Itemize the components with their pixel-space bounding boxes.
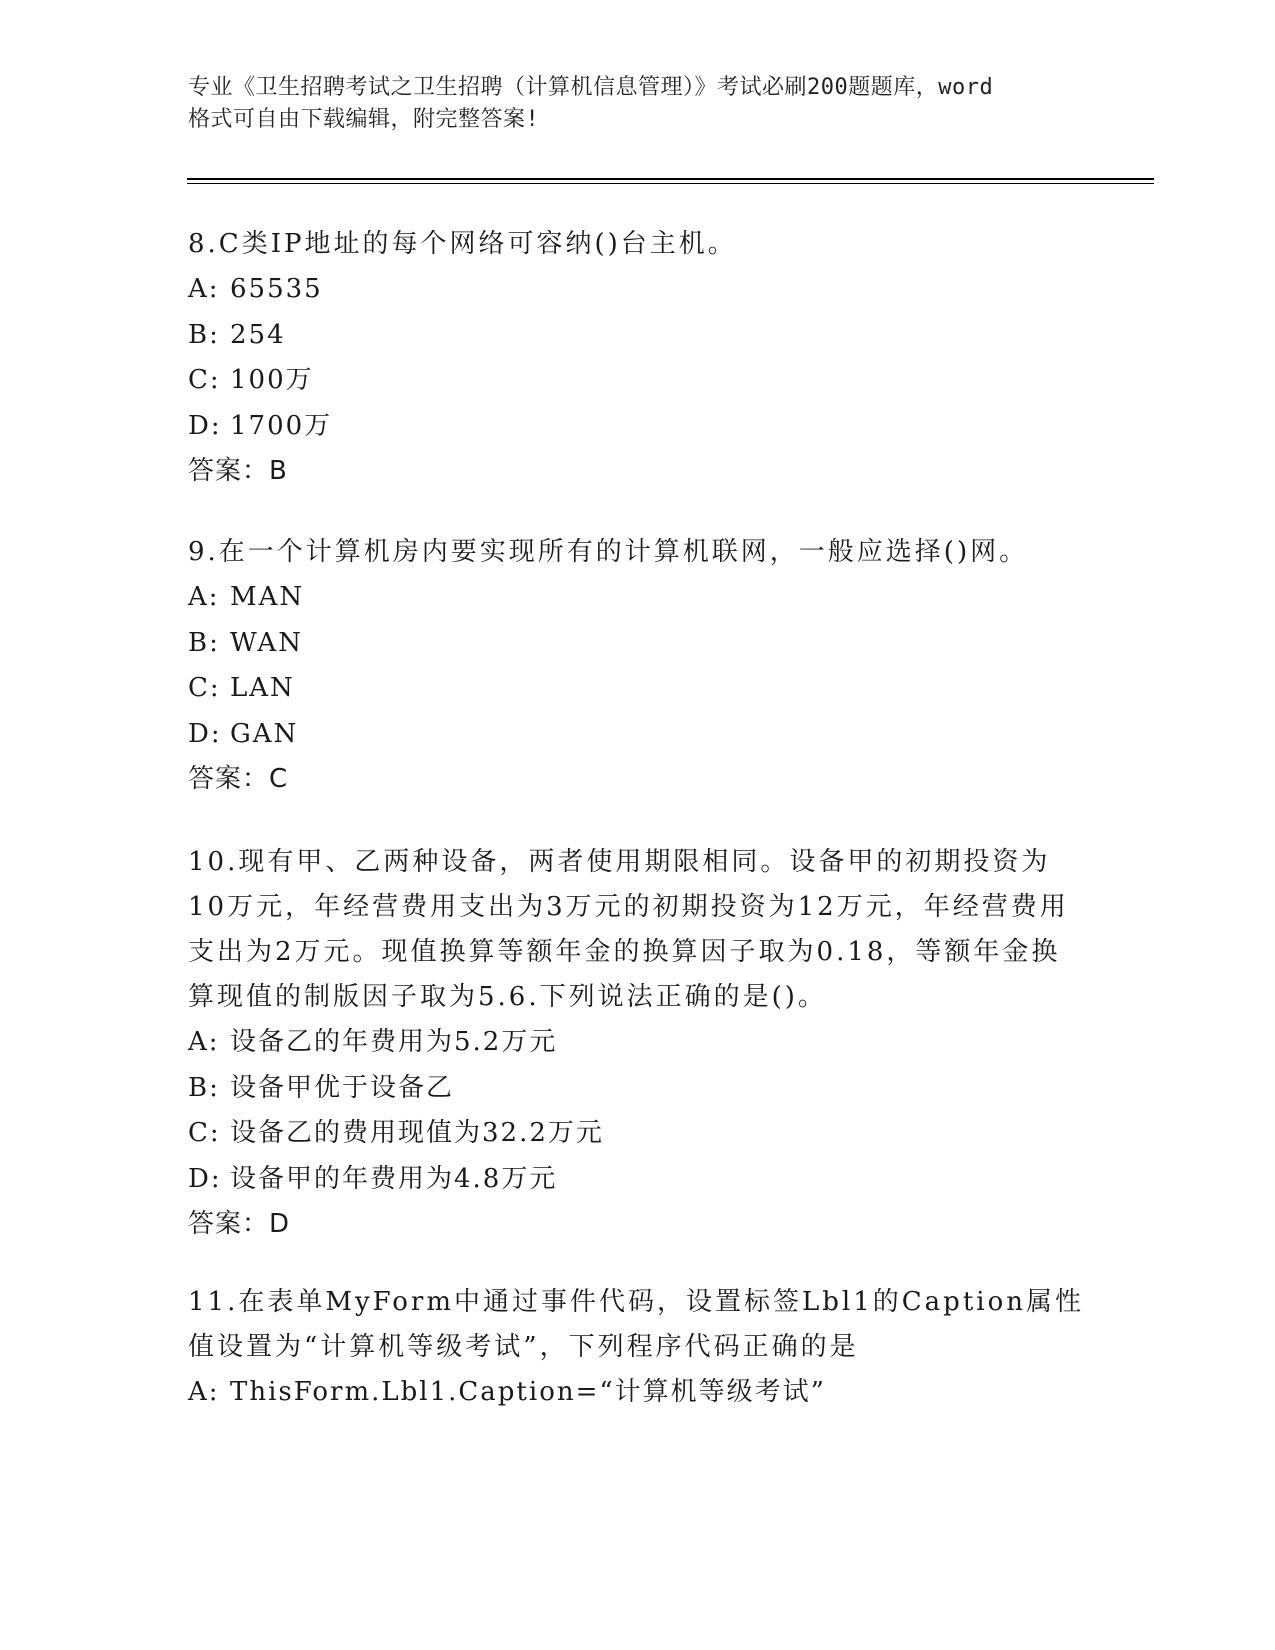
option-letter: C: <box>188 673 221 703</box>
option-letter: A: <box>188 274 220 304</box>
question-stem: 10.现有甲、乙两种设备，两者使用期限相同。设备甲的初期投资为10万元，年经营费用支出为3万元的初期投资为12万元，年经营费用支出为2万元。现值换算等额年金的换算因子取为0.18，等额年金换算现值的制版因子取为5.6.下列说法正确的是()。 <box>188 847 1069 1012</box>
option-a <box>188 1370 1088 1416</box>
option-c <box>188 666 1088 712</box>
option-text: WAN <box>230 627 303 658</box>
option-d <box>188 404 1088 450</box>
option-letter: B: <box>188 319 220 350</box>
option-text: 设备甲优于设备乙 <box>230 1072 455 1103</box>
option-letter: D: <box>188 1163 222 1194</box>
option-text: 设备甲的年费用为4.8万元 <box>230 1163 558 1194</box>
option-b <box>188 1066 1088 1112</box>
question-9 <box>188 530 1088 802</box>
option-c <box>188 1111 1088 1157</box>
header-divider-thick <box>187 178 1154 180</box>
option-letter: D: <box>188 718 222 749</box>
option-b <box>188 313 1088 359</box>
question-10 <box>188 840 1088 1247</box>
option-letter: B: <box>188 627 220 658</box>
question-11 <box>188 1280 1088 1416</box>
option-text: ThisForm.Lbl1.Caption=“计算机等级考试” <box>230 1377 826 1407</box>
option-text: 设备乙的年费用为5.2万元 <box>230 1027 558 1057</box>
option-text: MAN <box>230 582 305 612</box>
option-text: 100万 <box>230 365 314 395</box>
option-c <box>188 358 1088 404</box>
option-d <box>188 712 1088 758</box>
document-header <box>188 72 1088 136</box>
option-text: 254 <box>230 319 286 350</box>
answer-line: 答案：C <box>188 764 289 794</box>
option-letter: A: <box>188 1377 220 1407</box>
option-a <box>188 267 1088 313</box>
question-stem: 8.C类IP地址的每个网络可容纳()台主机。 <box>188 229 737 259</box>
option-b <box>188 621 1088 667</box>
answer-line: 答案：D <box>188 1209 291 1239</box>
option-letter: A: <box>188 1027 220 1057</box>
option-text: GAN <box>230 718 299 749</box>
option-text: 65535 <box>230 274 323 304</box>
answer-line: 答案：B <box>188 456 288 486</box>
header-line-1: 专业《卫生招聘考试之卫生招聘（计算机信息管理）》考试必刷200题题库，word <box>188 75 994 100</box>
option-letter: D: <box>188 410 222 441</box>
question-8 <box>188 222 1088 494</box>
option-text: 1700万 <box>230 410 333 441</box>
option-a <box>188 1020 1088 1066</box>
option-letter: C: <box>188 1118 221 1148</box>
option-letter: B: <box>188 1072 220 1103</box>
option-text: 设备乙的费用现值为32.2万元 <box>230 1118 604 1148</box>
header-line-2: 格式可自由下载编辑，附完整答案! <box>188 107 540 132</box>
question-stem: 9.在一个计算机房内要实现所有的计算机联网，一般应选择()网。 <box>188 537 1029 567</box>
option-a <box>188 575 1088 621</box>
option-text: LAN <box>230 673 295 703</box>
header-divider-thin <box>187 183 1154 184</box>
option-letter: A: <box>188 582 220 612</box>
option-d <box>188 1157 1088 1203</box>
question-stem: 11.在表单MyForm中通过事件代码，设置标签Lbl1的Caption属性值设置为“计算机等级考试”，下列程序代码正确的是 <box>188 1287 1084 1362</box>
option-letter: C: <box>188 365 221 395</box>
